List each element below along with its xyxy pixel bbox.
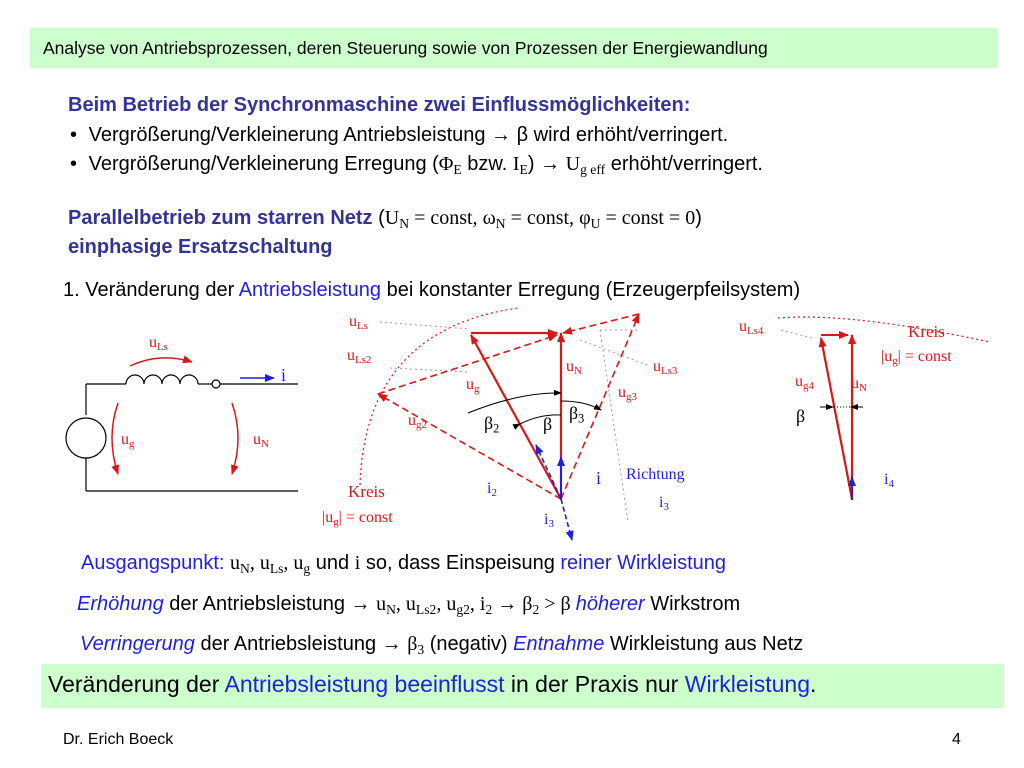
- beta-arc: [520, 415, 561, 424]
- bullet-2-part: bzw.: [461, 153, 513, 175]
- line-part: der Antriebsleistung →: [194, 633, 408, 655]
- symbol: u: [851, 375, 859, 392]
- line-part: , u: [395, 593, 416, 615]
- symbol-sub: 4: [888, 478, 894, 491]
- line-part: u: [376, 593, 387, 615]
- conclusion-highlight: Antriebsleistung beeinflusst: [224, 671, 505, 697]
- label-uN-p2: [851, 375, 867, 393]
- uN-arrow: [232, 403, 238, 474]
- conclusion-part: Veränderung der: [48, 671, 225, 697]
- guide-line: [781, 330, 812, 338]
- guide-line: [600, 330, 628, 522]
- conclusion-text: [48, 671, 816, 698]
- symbol-sub: N: [859, 382, 867, 395]
- symbol: β: [484, 413, 494, 433]
- symbol-sub: 3: [548, 518, 554, 531]
- label-richtung-i3: [659, 494, 669, 512]
- line-part: → β: [492, 593, 533, 615]
- label-kreis-1: Kreis: [348, 482, 385, 501]
- symbol-sub: g4: [803, 380, 814, 393]
- bullet-2-part: g eff: [580, 161, 606, 177]
- symbol: u: [121, 431, 129, 448]
- label-ug3: [618, 384, 637, 402]
- case-1-highlight: Antriebsleistung: [238, 279, 382, 301]
- line-part: 2: [532, 601, 540, 617]
- phasor-ug4: [821, 338, 852, 499]
- beta2-arc: [468, 393, 561, 413]
- symbol: β: [569, 403, 579, 423]
- conclusion-part: in der Praxis nur: [504, 671, 685, 697]
- guide-line: [390, 368, 470, 372]
- condition-part: N: [399, 215, 410, 231]
- symbol-sub: 3: [663, 501, 669, 514]
- label-beta2: [484, 413, 499, 434]
- line-part: u: [230, 552, 240, 574]
- symbol: u: [408, 412, 416, 429]
- symbol: |u: [322, 509, 334, 526]
- symbol: | = const: [897, 348, 952, 365]
- line-part: (negativ): [424, 633, 514, 655]
- line-part: Ls2: [415, 601, 437, 617]
- symbol: i: [884, 471, 889, 488]
- guide-line: [380, 322, 470, 329]
- line-part: i: [354, 552, 361, 574]
- symbol-sub: g: [129, 438, 135, 451]
- line-part: , u: [436, 593, 457, 615]
- symbol-sub: 3: [578, 411, 585, 426]
- line-part: g: [303, 560, 311, 576]
- phasor-diagram-1: [360, 308, 650, 540]
- line-part: Ls: [269, 560, 284, 576]
- label-uN: [253, 431, 269, 449]
- bullet-1-text: Vergrößerung/Verkleinerung Antriebsleistung → β wird erhöht/verringert.: [88, 124, 729, 146]
- symbol: u: [739, 318, 747, 335]
- line-part: Wirkleistung aus Netz: [604, 633, 804, 655]
- line-part: , u: [249, 552, 270, 574]
- line-part: Ausgangspunkt:: [81, 552, 230, 574]
- symbol-sub: g3: [626, 391, 637, 404]
- label-beta3: [569, 403, 584, 424]
- line-ausgangspunkt: [81, 552, 726, 575]
- condition-part: N: [495, 215, 506, 231]
- line-part: 3: [417, 641, 425, 657]
- ug-arrow: [112, 403, 118, 474]
- line-part: Verringerung: [80, 633, 195, 655]
- phasor-i2: [536, 445, 561, 499]
- bullet-2-part: Φ: [438, 153, 454, 175]
- bullet-2-part: E: [519, 161, 528, 177]
- symbol-sub: g: [892, 355, 898, 368]
- source-symbol: [66, 418, 106, 458]
- footer-author: Dr. Erich Boeck: [63, 731, 174, 748]
- symbol-sub: N: [574, 365, 582, 378]
- symbol-sub: 2: [491, 487, 497, 500]
- label-beta: β: [543, 414, 553, 434]
- label-kreis-2: Kreis: [908, 322, 945, 341]
- bullet-marker: •: [70, 124, 78, 146]
- line-part: 2: [485, 601, 493, 617]
- phasor-ug2: [378, 394, 561, 499]
- label-uLs3: [653, 358, 677, 376]
- bullet-marker: •: [70, 153, 78, 175]
- line-part: , u: [283, 552, 304, 574]
- label-const-1: [322, 509, 393, 527]
- line-part: g2: [456, 601, 470, 617]
- symbol: i: [659, 494, 664, 511]
- line-verringerung: [80, 633, 803, 656]
- symbol: u: [349, 313, 357, 330]
- condition-part: φ: [579, 207, 591, 229]
- condition-part: = const,: [409, 207, 483, 229]
- label-uLs2: [347, 347, 371, 365]
- symbol: u: [566, 358, 574, 375]
- condition-part: U: [384, 207, 400, 229]
- label-const-2: [881, 348, 952, 366]
- label-i: i: [281, 365, 287, 385]
- uLs-arrow: [130, 358, 192, 366]
- label-ug4: [795, 373, 814, 391]
- page-number: 4: [952, 731, 961, 748]
- line-part: so, dass Einspeisung: [360, 552, 561, 574]
- label-i-p1: i: [596, 468, 602, 488]
- symbol: u: [253, 431, 261, 448]
- symbol: u: [347, 347, 355, 364]
- parallel-heading: Parallelbetrieb zum starren Netz: [68, 207, 373, 229]
- line-part: der Antriebsleistung →: [163, 593, 377, 615]
- label-ug: [121, 431, 134, 449]
- label-beta-p2: β: [796, 406, 806, 426]
- condition-part: U: [590, 215, 601, 231]
- line-erhoehung: [77, 593, 740, 616]
- symbol-sub: Ls2: [355, 354, 372, 367]
- symbol-sub: Ls4: [747, 325, 764, 338]
- line-part: höherer: [575, 593, 645, 615]
- conclusion-highlight: Wirkleistung: [684, 671, 810, 697]
- bullet-2-part: U: [565, 153, 581, 175]
- condition-part: = const,: [505, 207, 580, 229]
- line-part: , i: [469, 593, 486, 615]
- symbol-sub: 2: [493, 421, 500, 436]
- symbol-sub: g: [474, 383, 480, 396]
- parallel-subheading: einphasige Ersatzschaltung: [68, 236, 333, 258]
- inductor-coil: [126, 375, 198, 384]
- label-i3: [544, 511, 554, 529]
- label-ug2: [408, 412, 427, 430]
- symbol-sub: N: [261, 438, 269, 451]
- symbol: i: [487, 480, 492, 497]
- condition-part: (: [372, 207, 385, 229]
- line-part: und: [310, 552, 355, 574]
- symbol: u: [149, 334, 157, 351]
- symbol: u: [466, 376, 474, 393]
- bullet-2-part: I: [512, 153, 520, 175]
- label-ug-p1: [466, 376, 479, 394]
- symbol: | = const: [338, 509, 393, 526]
- case-1-part: 1. Veränderung der: [63, 279, 239, 301]
- bullet-2-part: E: [453, 161, 462, 177]
- symbol-sub: Ls: [357, 320, 368, 333]
- intro-heading: Beim Betrieb der Synchronmaschine zwei Einflussmöglichkeiten:: [68, 94, 691, 116]
- condition-part: ω: [482, 207, 496, 229]
- circle-ug-const-2: [778, 317, 990, 342]
- bullet-2-part: ) →: [527, 153, 566, 175]
- line-part: > β: [539, 593, 576, 615]
- symbol: i: [544, 511, 549, 528]
- terminal: [212, 380, 220, 388]
- label-i4: [884, 471, 894, 489]
- guide-line: [580, 340, 650, 366]
- line-part: Entnahme: [513, 633, 605, 655]
- label-uLs: [149, 334, 168, 352]
- symbol: |u: [881, 348, 893, 365]
- label-richtung: Richtung: [626, 466, 685, 483]
- line-part: N: [240, 560, 250, 576]
- label-uLs4: [739, 318, 763, 336]
- condition-part: ): [695, 207, 702, 229]
- bullet-2-part: erhöht/verringert.: [605, 153, 763, 175]
- symbol: u: [795, 373, 803, 390]
- header-title: Analyse von Antriebsprozessen, deren Steuerung sowie von Prozessen der Energiewandlung: [43, 38, 768, 58]
- symbol-sub: g: [333, 516, 339, 529]
- line-part: N: [386, 601, 396, 617]
- line-part: Erhöhung: [77, 593, 164, 615]
- bullet-2-part: Vergrößerung/Verkleinerung Erregung (: [88, 153, 439, 175]
- line-part: Wirkstrom: [644, 593, 741, 615]
- symbol-sub: Ls3: [661, 365, 678, 378]
- case-1-part: bei konstanter Erregung (Erzeugerpfeilsystem): [381, 279, 801, 301]
- symbol-sub: g2: [416, 419, 427, 432]
- label-uLs-p1: [349, 313, 368, 331]
- line-part: reiner Wirkleistung: [560, 552, 726, 574]
- phasor-i3: [561, 499, 572, 540]
- condition-part: = const = 0: [600, 207, 696, 229]
- label-i2: [487, 480, 497, 498]
- symbol: u: [653, 358, 661, 375]
- conclusion-part: .: [810, 671, 817, 697]
- symbol-sub: Ls: [157, 341, 168, 354]
- symbol: u: [618, 384, 626, 401]
- line-part: β: [407, 633, 418, 655]
- label-uN-p1: [566, 358, 582, 376]
